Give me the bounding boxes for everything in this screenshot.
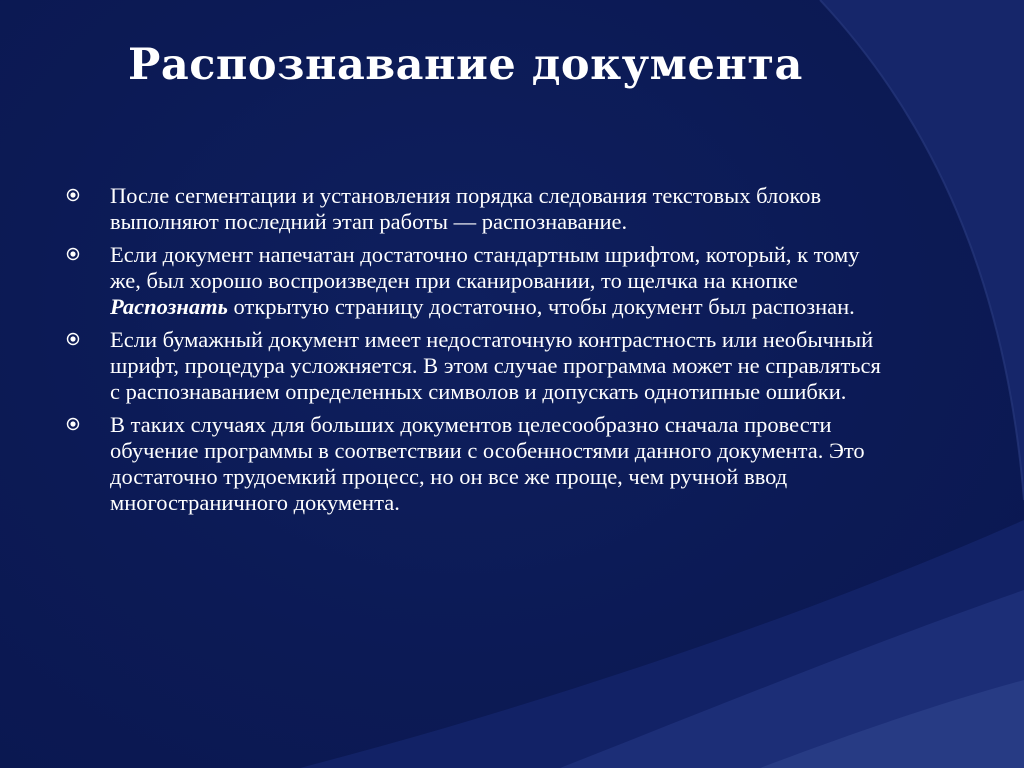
- bullet-item: [66, 242, 886, 320]
- bullet-item: [66, 412, 886, 516]
- bullet-text: [110, 242, 859, 319]
- bullet-text: После сегментации и установления порядка следования текстовых блоков выполняют последний этап работы — распознавание.: [110, 183, 822, 234]
- circle-target-icon: [66, 417, 80, 431]
- bullet-item: [66, 183, 886, 235]
- bullet-text-after: открытую страницу достаточно, чтобы документ был распознан.: [227, 294, 855, 319]
- circle-target-icon: [66, 332, 80, 346]
- circle-target-icon: [66, 188, 80, 202]
- slide-title: Распознавание документа: [128, 40, 803, 90]
- bullet-text-before: Если документ напечатан достаточно стандартным шрифтом, который, к тому же, был хорошо воспроизведен при сканировании, то щелчка на кнопке: [110, 242, 860, 293]
- bullet-list: [66, 183, 886, 523]
- bullet-item: [66, 327, 886, 405]
- circle-target-icon: [66, 247, 80, 261]
- bullet-text: В таких случаях для больших документов целесообразно сначала провести обучение программы в соответствии с особенностями данного документа. Это достаточно трудоемкий процесс, но он все же проще, чем ручной ввод многостраничного документа.: [110, 412, 865, 515]
- bullet-text: Если бумажный документ имеет недостаточную контрастность или необычный шрифт, процедура усложняется. В этом случае программа может не справляться с распознаванием определенных символов и допускать однотипные ошибки.: [110, 327, 881, 404]
- recognize-button-reference: Распознать: [110, 294, 228, 319]
